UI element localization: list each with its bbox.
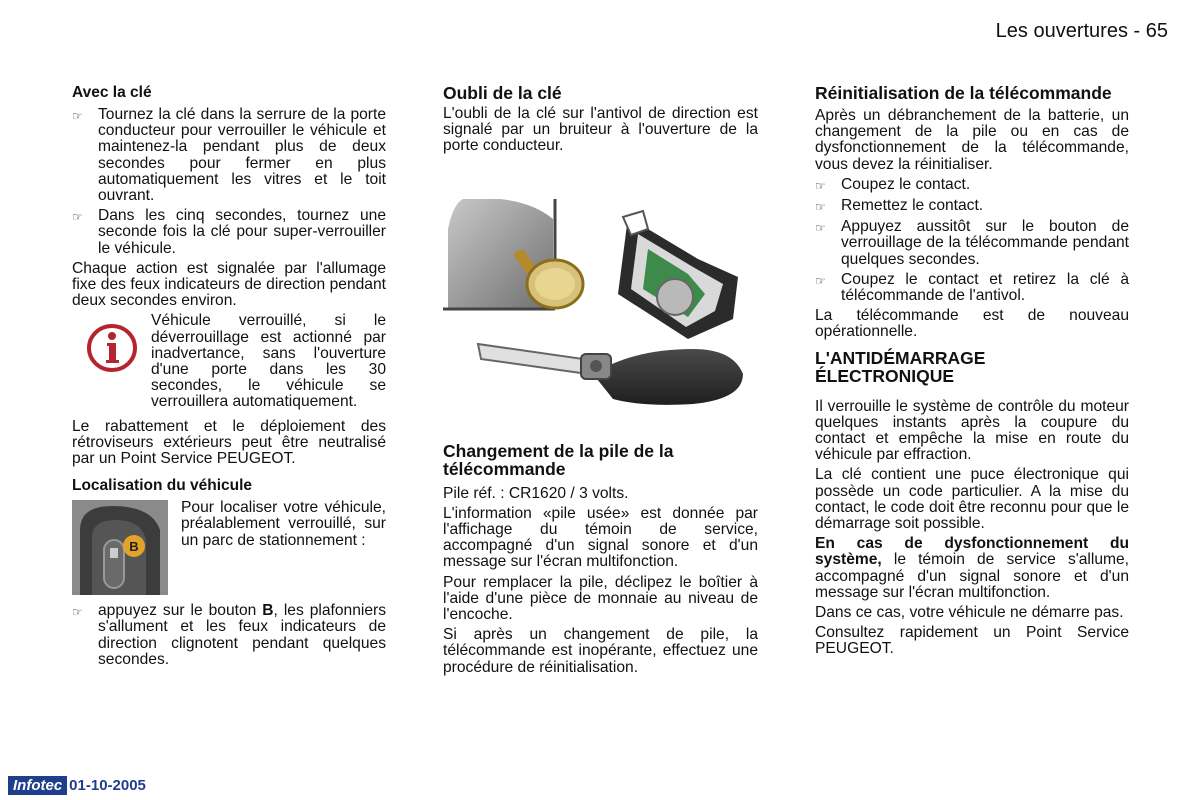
localisation-text: Pour localiser votre véhicule, préalablement verrouillé, sur un parc de stationnement : [181,499,386,549]
bullet-item: ☞ Remettez le contact. [815,197,984,215]
paragraph: L'oubli de la clé sur l'antivol de direction est signalé par un bruiteur à l'ouverture de la porte conducteur. [443,105,758,155]
note-text: Véhicule verrouillé, si le déverrouillage est actionné par inadvertance, sans l'ouverture d'une porte dans les 30 secondes, le véhicule se verrouillera automatiquement. [151,312,386,411]
heading-oubli: Oubli de la clé [443,83,562,103]
heading-pile: Changement de la pile de la télécommande [443,440,674,479]
pointing-hand-icon: ☞ [815,178,826,193]
paragraph: Consultez rapidement un Point Service PEUGEOT. [815,624,1129,658]
heading-localisation: Localisation du véhicule [72,477,253,495]
pointing-hand-icon: ☞ [72,210,83,225]
column-middle [443,84,758,680]
svg-text:B: B [129,539,139,555]
localisation-block [72,500,386,595]
bullet-item: ☞ Tournez la clé dans la serrure de la porte conducteur pour verrouiller le véhicule et maintenez-la pendant plus de deux secondes pour fermer en plus automatiquement les vitres et le toit ouvrant. [72,106,386,205]
paragraph: Chaque action est signalée par l'allumage fixe des feux indicateurs de direction pendant deux secondes environ. [72,259,386,310]
infotec-logo: Infotec [8,776,67,795]
paragraph: Le rabattement et le déploiement des rétroviseurs extérieurs peut être neutralisé par un Point Service PEUGEOT. [72,417,386,468]
pointing-hand-icon: ☞ [815,273,826,288]
heading-avec-la-cle: Avec la clé [72,84,152,101]
heading-reinitialisation: Réinitialisation de la télécommande [815,83,1112,103]
paragraph: Il verrouille le système de contrôle du moteur quelques instants après la coupure du contact et empêche la mise en route du véhicule par effraction. [815,397,1129,464]
column-right [815,84,1129,662]
bullet-item: ☞ Coupez le contact et retirez la clé à télécommande de l'antivol. [815,270,1129,305]
bullet-item: ☞ Appuyez aussitôt sur le bouton de verrouillage de la télécommande pendant quelques secondes. [815,218,1129,268]
bullet-item: ☞ Coupez le contact. [815,175,971,193]
paragraph: Pour remplacer la pile, déclipez le boîtier à l'aide d'une pièce de monnaie au niveau de l'encoche. [443,573,758,624]
bullet-item: ☞ Dans les cinq secondes, tournez une seconde fois la clé pour super-verrouiller le véhicule. [72,207,386,257]
footer [8,776,146,795]
pointing-hand-icon: ☞ [815,221,826,236]
footer-date: 01-10-2005 [69,777,146,794]
pointing-hand-icon: ☞ [72,109,83,123]
paragraph: Après un débranchement de la batterie, un changement de la pile ou en cas de dysfonctionnement de la télécommande, vous devez la réinitialiser. [815,107,1129,173]
paragraph: En cas de dysfonctionnement du système, le témoin de service s'allume, accompagné d'un signal sonore et d'un message sur l'écran multifonction. [815,535,1129,601]
paragraph: La clé contient une puce électronique qui possède un code particulier. A la mise du contact, le code doit être reconnu pour que le démarrage soit possible. [815,466,1129,533]
paragraph: Pile réf. : CR1620 / 3 volts. [443,484,629,502]
pointing-hand-icon: ☞ [815,200,826,215]
battery-illustration [443,199,758,434]
page-header: Les ouvertures - 65 [995,20,1168,42]
bullet-item: ☞ appuyez sur le bouton B, les plafonniers s'allument et les feux indicateurs de direction clignotent pendant quelques secondes. [72,602,387,668]
column-left [72,84,386,672]
paragraph: La télécommande est de nouveau opérationnelle. [815,307,1129,341]
key-remote-image [72,500,168,595]
paragraph: L'information «pile usée» est donnée par l'affichage du témoin de service, accompagné d'un signal sonore et d'un message sur l'écran multifonction. [443,504,758,571]
paragraph: Si après un changement de pile, la télécommande est inopérante, effectuez une procédure de réinitialisation. [443,626,758,676]
info-icon [72,313,151,414]
info-note [72,313,386,414]
pointing-hand-icon: ☞ [72,605,83,620]
paragraph: Dans ce cas, votre véhicule ne démarre pas. [815,604,1124,622]
heading-antidemarrage: L'ANTIDÉMARRAGE ÉLECTRONIQUE [815,347,986,386]
